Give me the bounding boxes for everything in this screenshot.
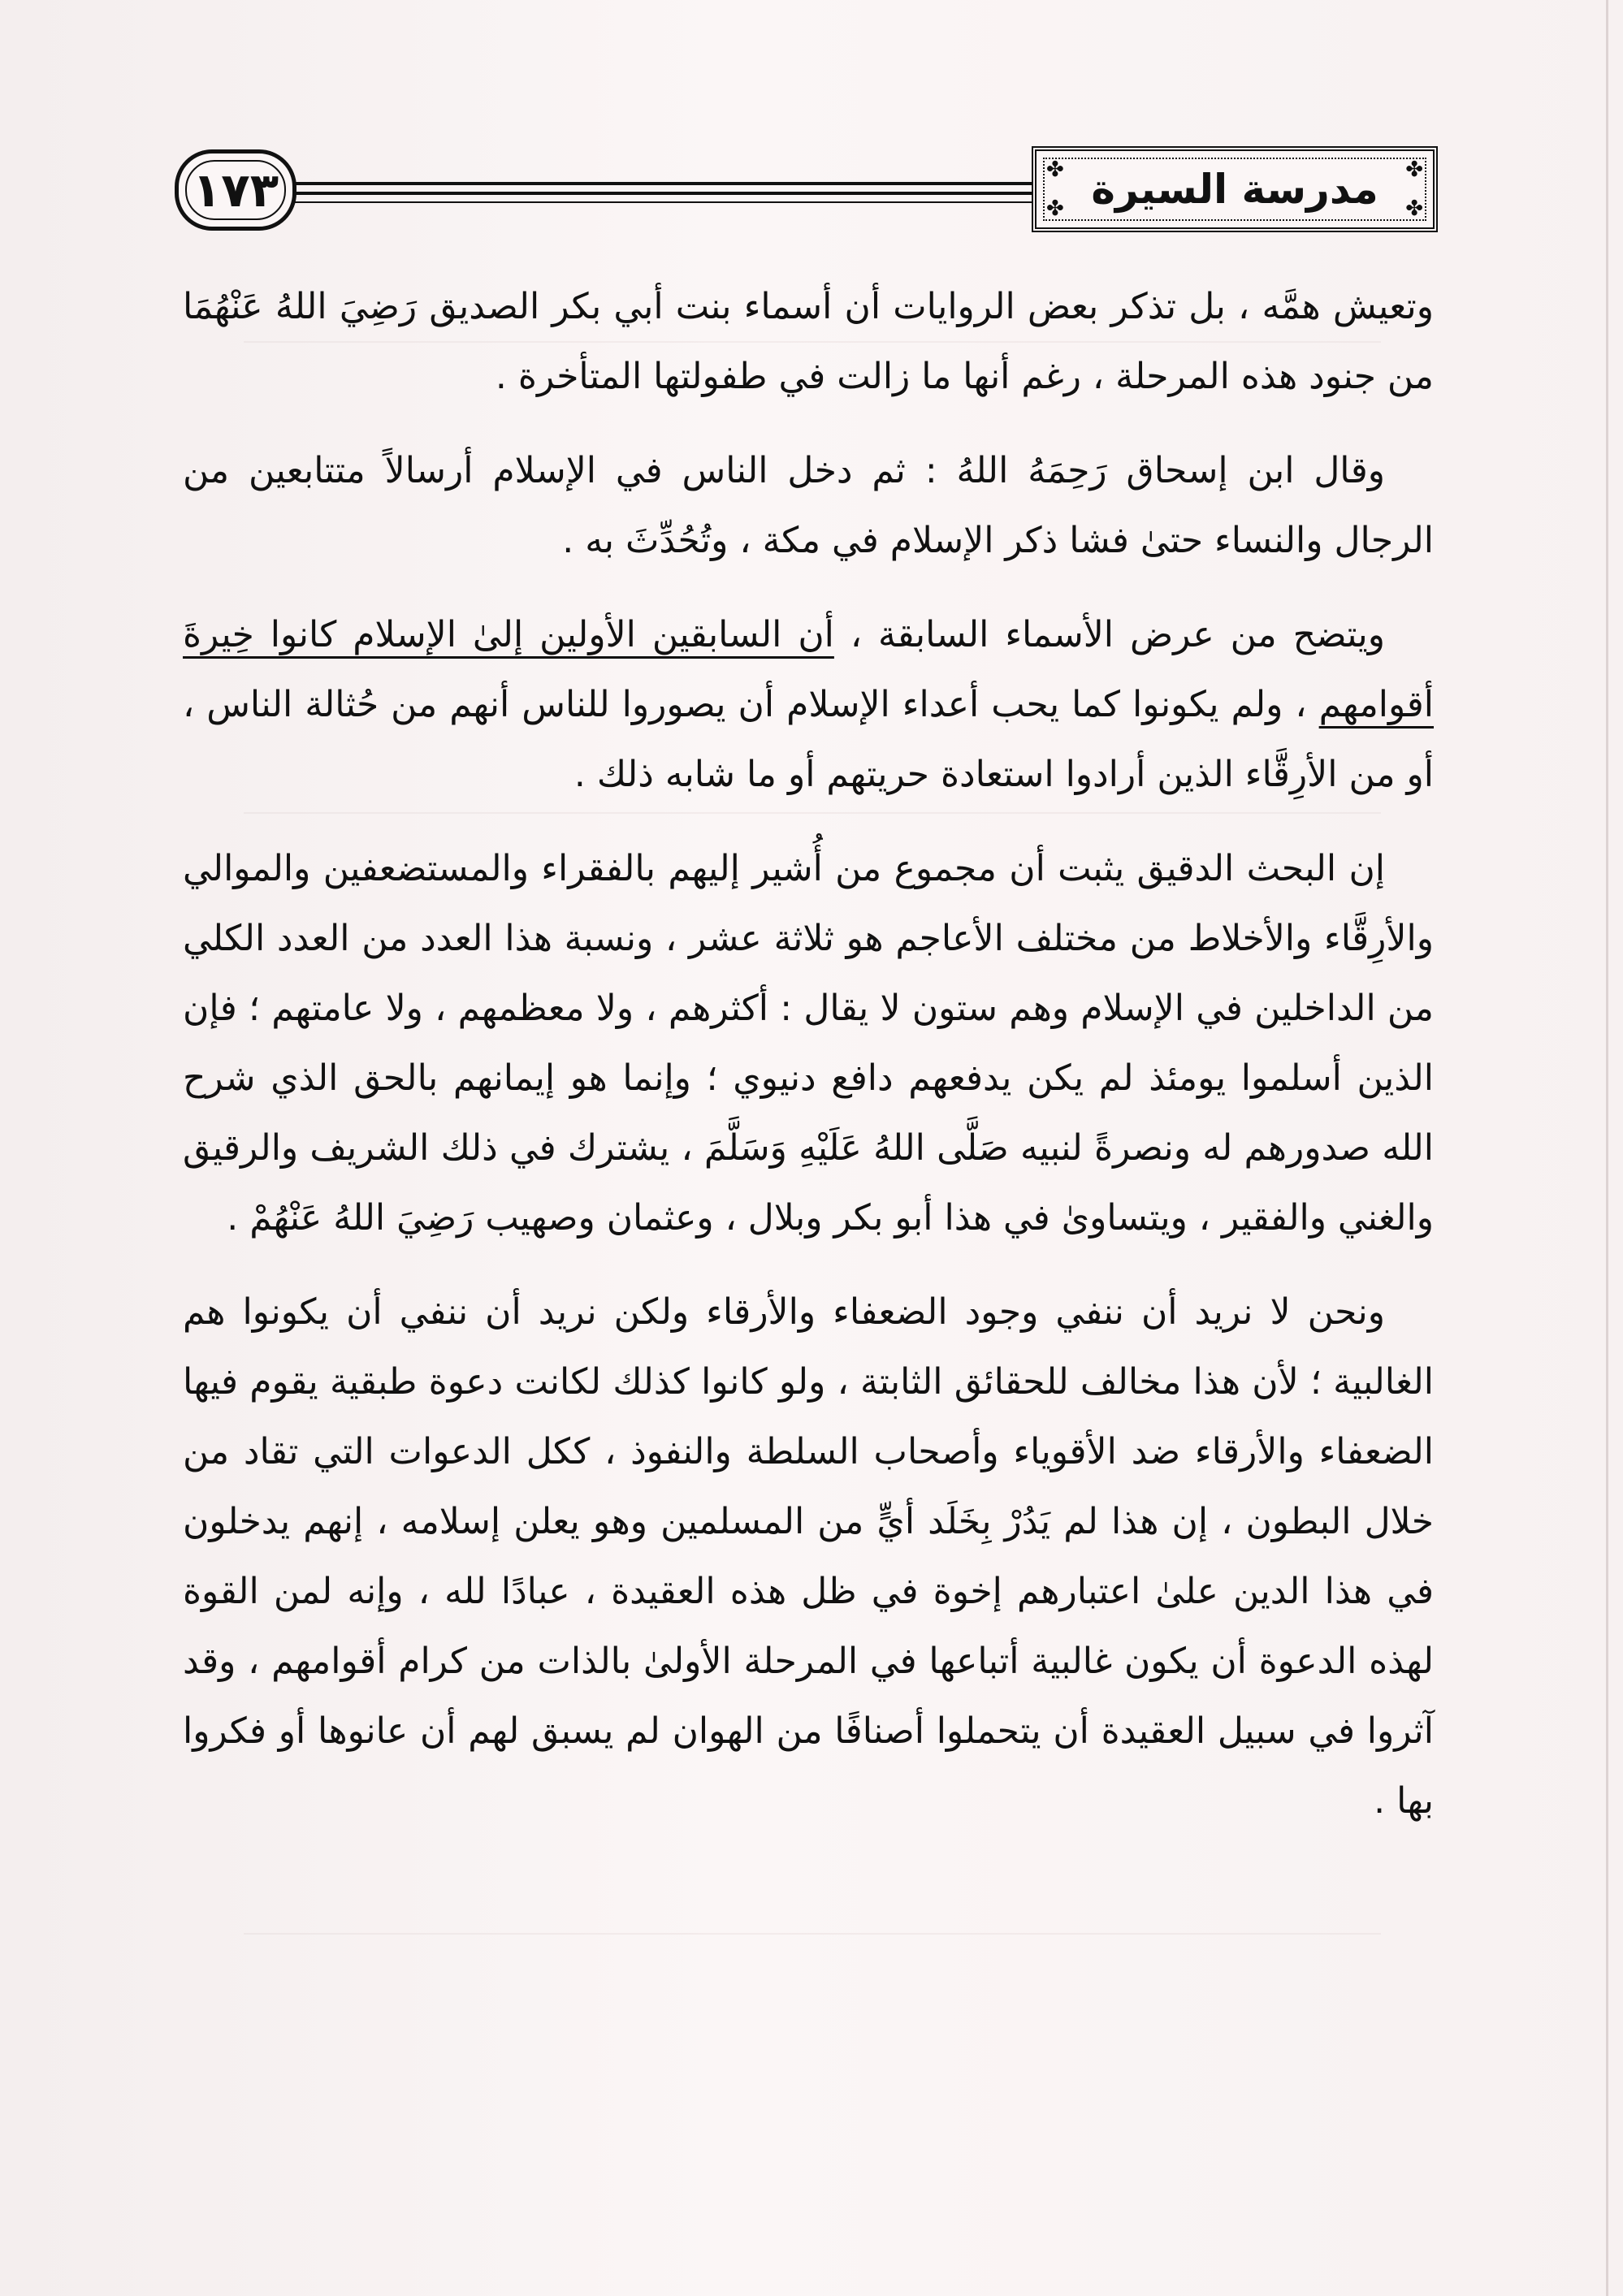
page-header — [175, 146, 1438, 236]
paragraph-3 — [183, 600, 1434, 810]
corner-ornament-icon: ✤ — [1046, 197, 1064, 221]
header-rule — [280, 182, 1036, 185]
page-edge — [1606, 0, 1608, 2296]
page-number-frame — [175, 149, 296, 231]
corner-ornament-icon: ✤ — [1405, 158, 1423, 182]
paragraph-5: ونحن لا نريد أن ننفي وجود الضعفاء والأرقاء ولكن نريد أن ننفي أن يكونوا هم الغالبية ؛ لأن هذا مخالف للحقائق الثابتة ، ولو كانوا كذلك لكانت دعوة طبقية يقوم فيها الضعفاء والأرقاء ضد الأقوياء وأصحاب السلطة والنفوذ ، ككل الدعوات التي تقاد من خلال البطون ، إن هذا لم يَدُرْ بِخَلَد أيٍّ من المسلمين وهو يعلن إسلامه ، إنهم يدخلون في هذا الدين علىٰ اعتبارهم إخوة في ظل هذه العقيدة ، عبادًا لله ، وإنه لمن القوة لهذه الدعوة أن يكون غالبية أتباعها في المرحلة الأولىٰ بالذات من كرام أقوامهم ، وقد آثروا في سبيل العقيدة أن يتحملوا أصنافًا من الهوان لم يسبق لهم أن عانوها أو فكروا بها . — [183, 1291, 1434, 1822]
running-title-frame — [1032, 146, 1438, 232]
paragraph-3-lead: ويتضح من عرض الأسماء السابقة ، — [833, 614, 1385, 655]
paragraph-2: وقال ابن إسحاق رَحِمَهُ اللهُ : ثم دخل الناس في الإسلام أرسالاً متتابعين من الرجال والنساء حتىٰ فشا ذكر الإسلام في مكة ، وتُحُدِّثَ به . — [183, 450, 1434, 561]
corner-ornament-icon: ✤ — [1405, 197, 1423, 221]
page-number: ١٧٣ — [192, 162, 279, 218]
header-rule — [280, 192, 1036, 195]
corner-ornament-icon: ✤ — [1046, 158, 1064, 182]
header-rule — [280, 201, 1036, 203]
paragraph-4: إن البحث الدقيق يثبت أن مجموع من أُشير إليهم بالفقراء والمستضعفين والموالي والأرِقَّاء والأخلاط من مختلف الأعاجم هو ثلاثة عشر ، ونسبة هذا العدد من العدد الكلي من الداخلين في الإسلام وهم ستون لا يقال : أكثرهم ، ولا معظمهم ، ولا عامتهم ؛ فإن الذين أسلموا يومئذ لم يكن يدفعهم دافع دنيوي ؛ وإنما هو إيمانهم بالحق الذي شرح الله صدورهم له ونصرةً لنبيه صَلَّى اللهُ عَلَيْهِ وَسَلَّمَ ، يشترك في ذلك الشريف والرقيق والغني والفقير ، ويتساوىٰ في هذا أبو بكر وبلال ، وعثمان وصهيب رَضِيَ اللهُ عَنْهُمْ . — [183, 848, 1434, 1239]
paragraph-1: وتعيش همَّه ، بل تذكر بعض الروايات أن أسماء بنت أبي بكر الصديق رَضِيَ اللهُ عَنْهُمَا من جنود هذه المرحلة ، رغم أنها ما زالت في طفولتها المتأخرة . — [183, 286, 1434, 397]
underlined-phrase: أن السابقين الأولين إلىٰ الإسلام كانوا خِيرةَ أقوامهم — [183, 614, 1434, 725]
body-text — [183, 272, 1434, 1861]
running-title: مدرسة السيرة — [1091, 166, 1378, 213]
paragraph-3-rest: ، ولم يكونوا كما يحب أعداء الإسلام أن يصوروا للناس أنهم من حُثالة الناس ، أو من الأرِقَّاء الذين أرادوا استعادة حريتهم أو ما شابه ذلك . — [183, 684, 1434, 795]
bleed-through-mark — [244, 1933, 1381, 1935]
